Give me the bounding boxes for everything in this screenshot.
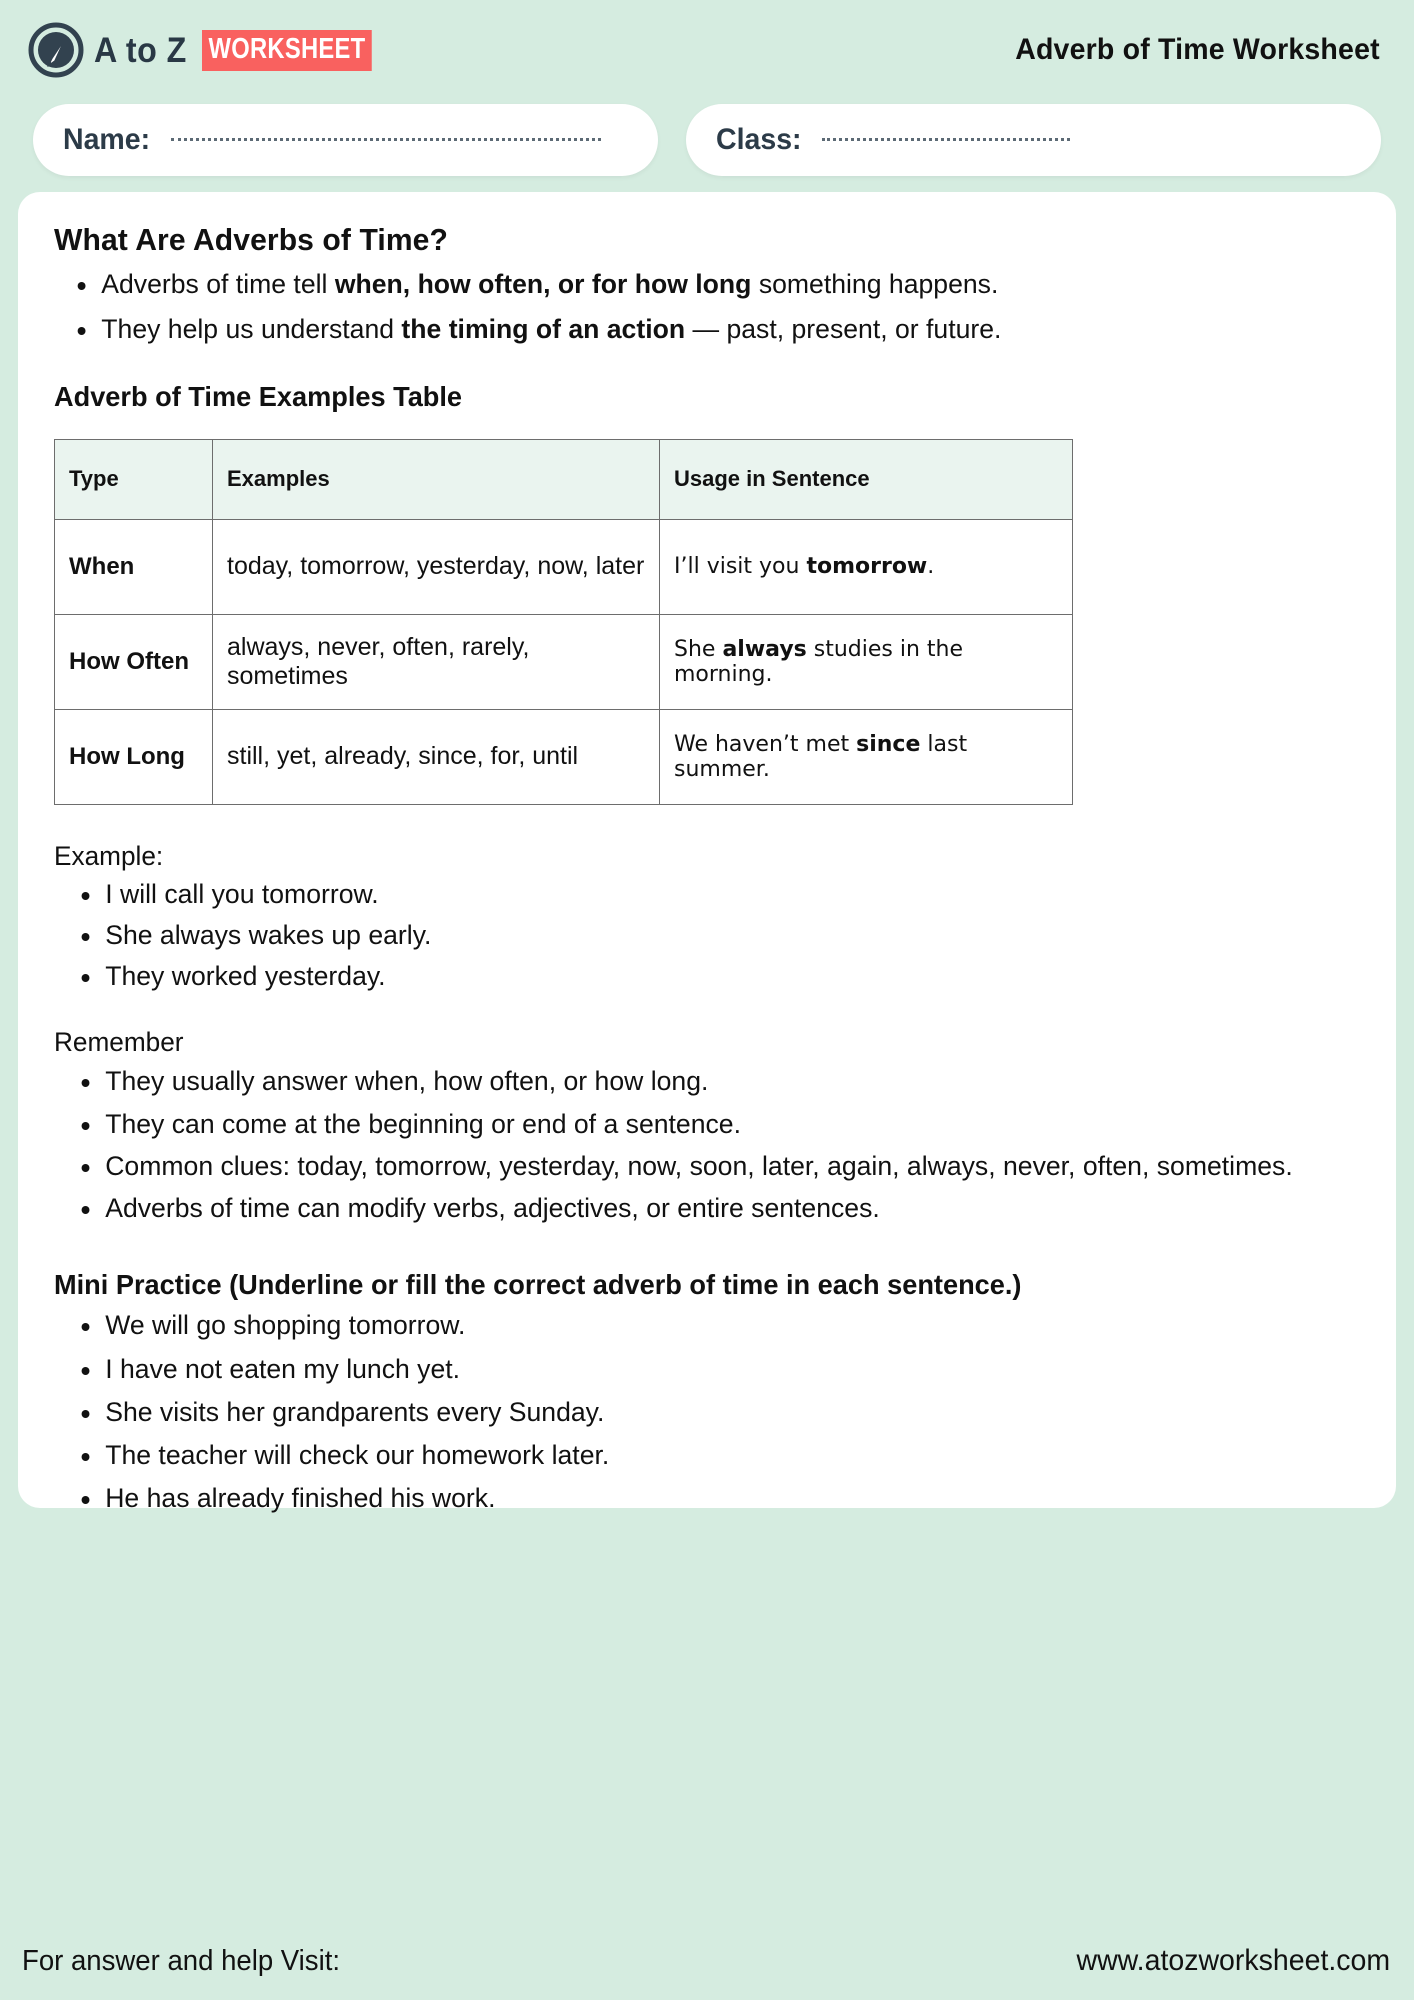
column-header-type: Type [55,439,213,519]
pen-circle-icon [28,22,84,78]
table-row [55,519,1073,614]
intro-bullet-list [54,266,1360,349]
student-fields-row [33,104,1381,176]
list-item[interactable]: He has already finished his work. [54,1480,1340,1517]
footer-website-url: www.atozworksheet.com [1076,1944,1390,1977]
table-header-row [55,439,1073,519]
table-heading: Adverb of Time Examples Table [54,380,463,412]
intro-bullet-0-post: something happens. [751,269,999,299]
cell-usage [660,614,1073,709]
brand-atoz-text: A to Z [94,30,187,70]
intro-bullet-0-pre: Adverbs of time tell [101,269,335,299]
class-input-line[interactable] [822,138,1070,141]
name-label: Name: [63,123,151,156]
adverb-examples-table [54,439,1073,805]
brand-logo [28,22,409,78]
intro-bullet-1-post: — past, present, or future. [685,314,1002,345]
usage-pre: She [674,636,723,662]
list-item[interactable]: We will go shopping tomorrow. [54,1307,1340,1344]
page-title: Adverb of Time Worksheet [1015,33,1380,66]
mini-practice-list [54,1307,1360,1517]
list-item: Common clues: today, tomorrow, yesterday, now, soon, later, again, always, never, often, sometimes. [54,1148,1340,1185]
brand-worksheet-badge: WORKSHEET [202,30,372,71]
usage-bold: since [856,731,921,757]
cell-type: How Long [55,709,213,804]
list-item: They worked yesterday. [54,958,1340,995]
class-field[interactable] [686,104,1381,176]
remember-heading: Remember [54,1027,184,1058]
usage-pre: We haven’t met [674,731,857,757]
intro-bullet-1-pre: They help us understand [101,314,402,345]
column-header-examples: Examples [213,439,660,519]
intro-heading: What Are Adverbs of Time? [54,222,448,257]
intro-bullet-0-bold: when, how often, or for how long [334,269,752,299]
cell-examples: today, tomorrow, yesterday, now, later [213,519,660,614]
cell-type: When [55,519,213,614]
remember-list [54,1063,1360,1227]
usage-bold: always [722,636,807,662]
list-item [54,266,1340,303]
usage-post: last summer. [674,731,968,782]
intro-bullet-1-bold: the timing of an action [401,314,686,345]
list-item [54,311,1340,348]
list-item: Adverbs of time can modify verbs, adjectives, or entire sentences. [54,1190,1340,1227]
usage-post: . [927,554,935,579]
name-input-line[interactable] [171,138,601,141]
footer-help-text: For answer and help Visit: [22,1944,341,1977]
list-item: They can come at the beginning or end of a sentence. [54,1106,1340,1143]
table-row [55,614,1073,709]
list-item: She always wakes up early. [54,917,1340,954]
usage-post: studies in the morning. [674,636,964,687]
cell-examples: always, never, often, rarely, sometimes [213,614,660,709]
page-footer [0,1922,1414,2000]
list-item[interactable]: I have not eaten my lunch yet. [54,1351,1340,1388]
list-item: They usually answer when, how often, or how long. [54,1063,1340,1100]
column-header-usage: Usage in Sentence [660,439,1073,519]
worksheet-card [18,192,1396,1514]
list-item[interactable]: She visits her grandparents every Sunday. [54,1394,1340,1431]
example-heading: Example: [54,840,164,871]
list-item[interactable]: The teacher will check our homework later. [54,1437,1340,1474]
page-header [0,0,1414,100]
mini-practice-heading: Mini Practice (Underline or fill the correct adverb of time in each sentence.) [54,1269,1022,1301]
cell-usage [660,709,1073,804]
cell-usage [660,519,1073,614]
cell-type: How Often [55,614,213,709]
table-row [55,709,1073,804]
name-field[interactable] [33,104,658,176]
class-label: Class: [716,123,802,156]
usage-pre: I’ll visit you [674,554,807,579]
usage-bold: tomorrow [806,554,928,579]
example-list [54,876,1360,996]
cell-examples: still, yet, already, since, for, until [213,709,660,804]
brand-wordmark [94,30,409,71]
list-item: I will call you tomorrow. [54,876,1340,913]
